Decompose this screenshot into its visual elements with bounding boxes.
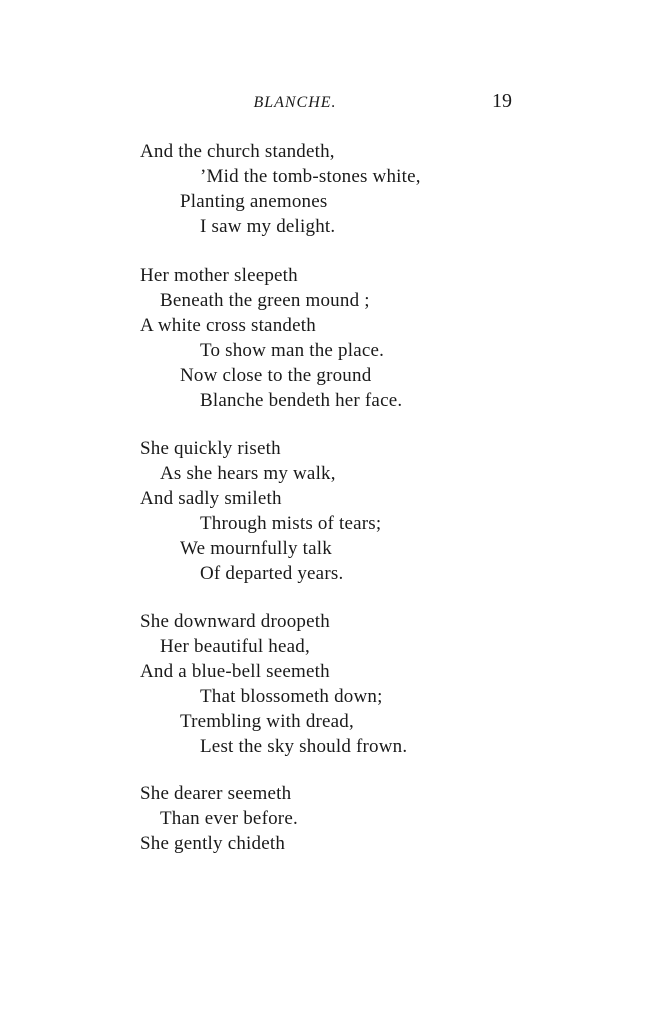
- poem-line: Now close to the ground: [180, 365, 372, 386]
- poem-line: She gently chideth: [140, 833, 286, 854]
- poem-line: A white cross standeth: [140, 315, 316, 336]
- poem-line: Trembling with dread,: [180, 711, 354, 732]
- poem-line: Her beautiful head,: [160, 636, 310, 657]
- poem-line: As she hears my walk,: [160, 463, 336, 484]
- poem-line: And a blue-bell seemeth: [140, 661, 330, 682]
- poem-line: That blossometh down;: [200, 686, 383, 707]
- poem-line: And sadly smileth: [140, 488, 282, 509]
- poem-line: She downward droopeth: [140, 611, 330, 632]
- running-title: BLANCHE.: [253, 94, 337, 111]
- poem-line: Of departed years.: [200, 563, 344, 584]
- poem-line: She dearer seemeth: [140, 783, 292, 804]
- poem-line: Her mother sleepeth: [140, 265, 298, 286]
- poem-line: Planting anemones: [180, 191, 328, 212]
- poem-line: And the church standeth,: [140, 141, 335, 162]
- poem-line: She quickly riseth: [140, 438, 281, 459]
- poem-line: Lest the sky should frown.: [200, 736, 408, 757]
- poem-line: Than ever before.: [160, 808, 298, 829]
- poem-line: To show man the place.: [200, 340, 385, 361]
- page-number: 19: [492, 90, 512, 112]
- poem-line: Through mists of tears;: [200, 513, 382, 534]
- poem-line: ’Mid the tomb-stones white,: [200, 166, 421, 187]
- poem-line: I saw my delight.: [200, 216, 336, 237]
- poem-line: Blanche bendeth her face.: [200, 390, 403, 411]
- poem-line: Beneath the green mound ;: [160, 290, 370, 311]
- poem-line: We mournfully talk: [180, 538, 332, 559]
